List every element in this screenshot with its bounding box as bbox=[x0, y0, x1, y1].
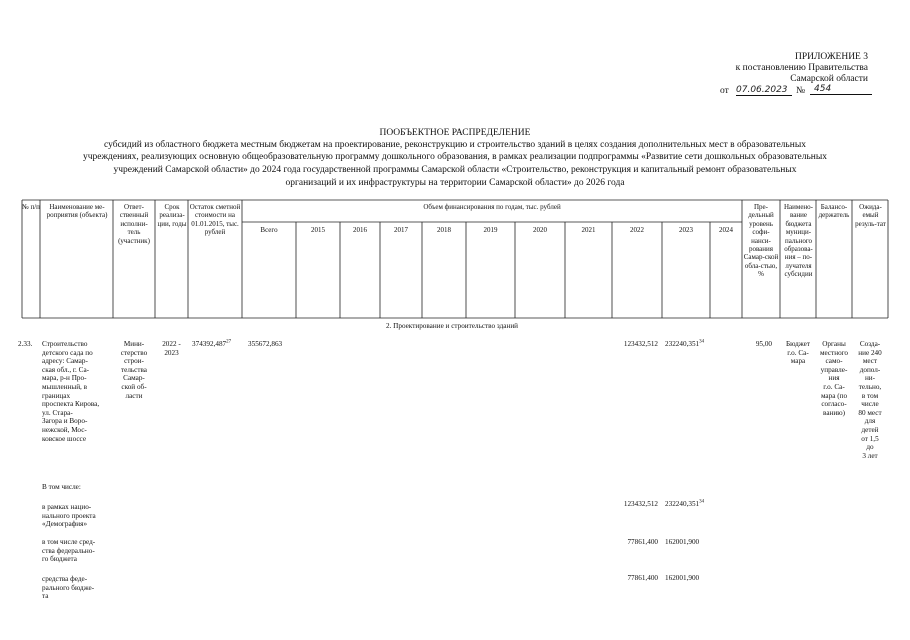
row-result: Созда- ние 240 мест допол- ни- тельно, в том числе 80 мест для детей от 1,5 до 3 лет bbox=[858, 340, 882, 460]
doc-subtitle-2: учреждениях, реализующих основную общеобразовательную программу дошкольного образования, в рамках реализации подпрограммы «Развитие сети дошкольных образовательных bbox=[82, 152, 828, 162]
appendix-resolution: к постановлению Правительства bbox=[735, 63, 868, 73]
row-holder: Органы местного само- управле- ния г.о. Са- мара (по согласо- ванию) bbox=[819, 340, 849, 417]
number-value: 454 bbox=[810, 84, 872, 95]
col-cofinancing-header: Пре-дельный уровень софи-нанси-рования Самар-ской обла-стью, % bbox=[743, 203, 779, 279]
doc-subtitle-1: субсидий из областного бюджета местным бюджетам на проектирование, реконструкцию и строительство зданий в целях создания дополнительных мест в образовательных bbox=[104, 140, 806, 150]
subrow-project-2023: 232240,351$^{34}$ bbox=[665, 499, 705, 508]
subrow-federal-incl-name: в том числе сред- ства федерально- го бюджета bbox=[42, 538, 96, 564]
row-remaining-footnote: 27 bbox=[226, 339, 232, 345]
date-value: 07.06.2023 bbox=[736, 85, 792, 96]
col-year-2015: 2015 bbox=[311, 226, 325, 234]
row-cofinancing: 95,00 bbox=[755, 340, 772, 348]
row-total: 355672,863 bbox=[248, 340, 283, 348]
row-remaining: 374392,487$^{27}$ bbox=[192, 339, 232, 348]
row-object-name: Строительство детского сада по адресу: Самар- ская обл., г. Са- мара, р-н Про- мышленный, в границах проспекта Кирова, ул. Стара- Загора и Воро- нежской, Мос- ковское шоссе bbox=[42, 340, 100, 443]
subrow-project-2022: 123432,512 bbox=[623, 500, 658, 508]
appendix-title: ПРИЛОЖЕНИЕ 3 bbox=[794, 52, 868, 62]
row-number: 2.33. bbox=[18, 340, 33, 348]
section-heading: 2. Проектирование и строительство зданий bbox=[385, 322, 519, 330]
col-remaining-header: Остаток сметной стоимости на 01.01.2015, тыс. рублей bbox=[189, 203, 241, 237]
col-financing-header: Объем финансирования по годам, тыс. рублей bbox=[423, 203, 561, 211]
col-name-header: Наименование ме-роприятия (объекта) bbox=[46, 203, 108, 220]
row-executor: Мини- стерство строи- тельства Самар- ской об- ласти bbox=[120, 340, 148, 400]
subrow-federal-2023: 162001,900 bbox=[665, 574, 700, 582]
col-num-header: № п/п bbox=[22, 203, 40, 211]
subrow-federal-2022: 77861,400 bbox=[627, 574, 658, 582]
doc-subtitle-3: учреждений Самарской области» до 2024 года государственной программы Самарской области «Строительство, реконструкция и капитальный ремонт образовательных bbox=[113, 165, 797, 175]
col-term-header: Срок реализа-ции, годы bbox=[157, 203, 187, 228]
subrow-project-2023-footnote: 34 bbox=[699, 499, 705, 505]
row-2023-footnote: 34 bbox=[699, 339, 705, 345]
including-label: В том числе: bbox=[42, 483, 81, 491]
col-year-2023: 2023 bbox=[679, 226, 693, 234]
col-year-2022: 2022 bbox=[630, 226, 644, 234]
col-result-header: Ожида-емый резуль-тат bbox=[855, 203, 886, 228]
col-year-2021: 2021 bbox=[581, 226, 596, 234]
row-term: 2022 - 2023 bbox=[162, 340, 181, 357]
subrow-federal-incl-2022: 77861,400 bbox=[627, 538, 658, 546]
col-year-2024: 2024 bbox=[719, 226, 733, 234]
subrow-project-name: в рамках нацио- нального проекта «Демография» bbox=[42, 503, 96, 529]
col-total-header: Всего bbox=[260, 226, 278, 234]
col-year-2020: 2020 bbox=[533, 226, 547, 234]
doc-title: ПООБЪЕКТНОЕ РАСПРЕДЕЛЕНИЕ bbox=[379, 128, 531, 138]
subrow-federal-incl-2023: 162001,900 bbox=[665, 538, 700, 546]
col-recipient-header: Наимено-вание бюджета муници-пального образова-ния – по-лучателя субсидии bbox=[783, 203, 814, 279]
subrow-federal-name: средства феде- рального бюдже- та bbox=[42, 575, 95, 601]
col-holder-header: Балансо-держатель bbox=[818, 203, 850, 220]
number-sign: № bbox=[796, 86, 806, 96]
row-2022-amount: 123432,512 bbox=[623, 340, 658, 348]
date-prefix: от bbox=[720, 86, 729, 96]
col-year-2016: 2016 bbox=[353, 226, 367, 234]
doc-subtitle-4: организаций и их инфраструктуры на территории Самарской области» до 2026 года bbox=[285, 178, 625, 188]
row-2023-amount: 232240,351$^{34}$ bbox=[665, 339, 705, 348]
col-year-2018: 2018 bbox=[437, 226, 451, 234]
appendix-region: Самарской области bbox=[790, 74, 868, 84]
col-executor-header: Ответ-ственный исполни-тель (участник) bbox=[118, 203, 150, 245]
col-year-2019: 2019 bbox=[483, 226, 498, 234]
row-recipient: Бюджет г.о. Са- мара bbox=[786, 340, 810, 366]
col-year-2017: 2017 bbox=[394, 226, 408, 234]
